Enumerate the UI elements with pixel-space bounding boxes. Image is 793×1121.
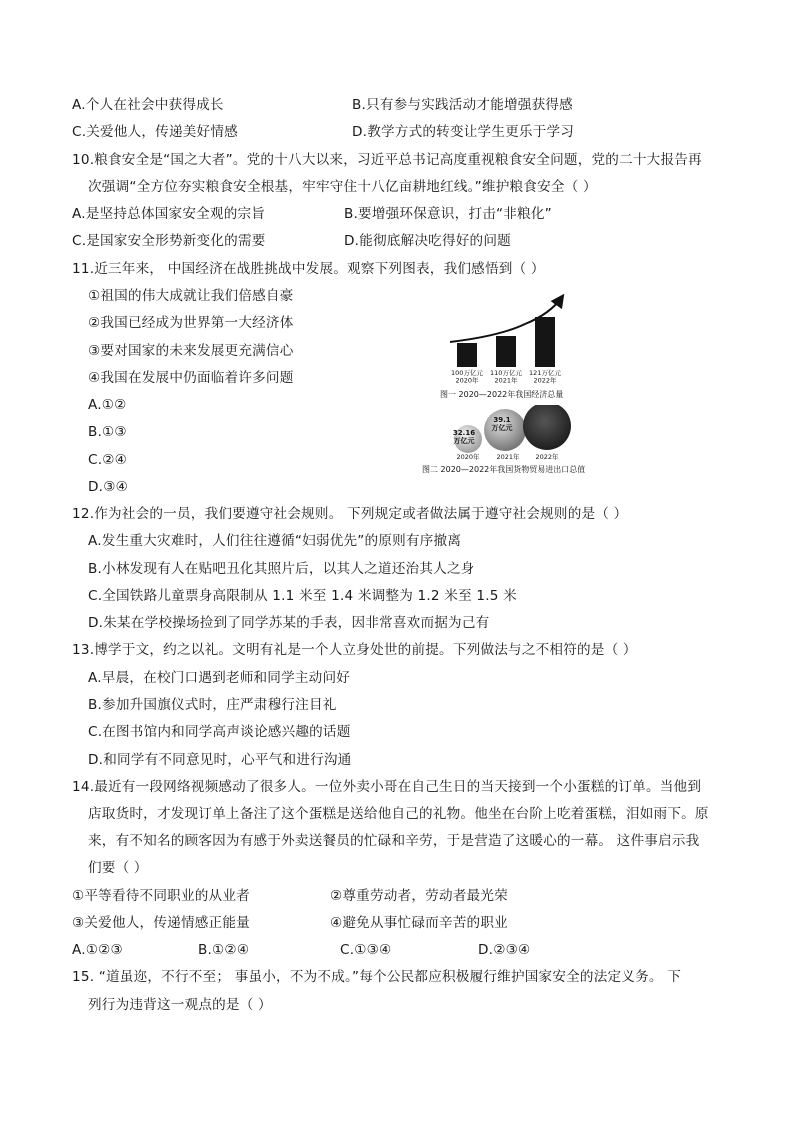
q13-option-c: C.在图书馆内和同学高声谈论感兴趣的话题 [88,724,351,740]
q14-stem-line1: 14.最近有一段网络视频感动了很多人。一位外卖小哥在自己生日的当天接到一个小蛋糕的订单。当他到 [72,779,702,795]
q10-option-b: B.要增强环保意识，打击“非粮化” [344,206,552,222]
q15-stem-line1: 15. “道虽迩，不行不至； 事虽小，不为不成。”每个公民都应积极履行维护国家安全的法定义务。 下 [72,969,682,985]
figure1-bar-chart [440,292,620,404]
prev-option-b: B.只有参与实践活动才能增强获得感 [352,97,573,113]
q12-option-d: D.朱某在学校操场捡到了同学苏某的手表，因非常喜欢而据为己有 [88,615,490,631]
q12-option-a: A.发生重大灾难时，人们往往遵循“妇弱优先”的原则有序撤离 [88,533,462,549]
q13-option-a: A.早晨，在校门口遇到老师和同学主动问好 [88,670,351,686]
q14-option-a: A.①②③ [72,942,123,958]
year-label-2022: 2022年 [535,453,559,461]
q13-option-b: B.参加升国旗仪式时，庄严肃穆行注目礼 [88,697,337,713]
sphere-2022 [523,405,571,450]
q11-statement-4: ④我国在发展中仍面临着许多问题 [88,370,294,386]
q11-statement-2: ②我国已经成为世界第一大经济体 [88,315,294,331]
bar-2020 [457,343,477,367]
q13-stem: 13.博学于文，约之以礼。文明有礼是一个人立身处世的前提。下列做法与之不相符的是（ ） [72,642,637,658]
year-label-2020: 2020年 [456,453,480,461]
q11-option-a: A.①② [88,397,127,413]
q10-option-a: A.是坚持总体国家安全观的宗旨 [72,206,266,222]
q13-option-d: D.和同学有不同意见时，心平气和进行沟通 [88,752,352,768]
q14-stem-line2: 店取货时，才发现订单上备注了这个蛋糕是送给他自己的礼物。他坐在台阶上吃着蛋糕，泪如雨下。原 [88,806,709,822]
q11-statement-3: ③要对国家的未来发展更充满信心 [88,343,294,359]
q10-stem-line2: 次强调“全方位夯实粮食安全根基，牢牢守住十八亿亩耕地红线。”维护粮食安全（ ） [88,179,597,195]
q10-stem-line1: 10.粮食安全是“国之大者”。党的十八大以来，习近平总书记高度重视粮食安全问题，党的二十大报告再 [72,152,702,168]
bar-2021 [496,336,516,367]
q14-option-d: D.②③④ [478,942,531,958]
q11-option-c: C.②④ [88,452,127,468]
q11-option-b: B.①③ [88,424,127,440]
figure1-caption: 图一 2020—2022年我国经济总量 [440,390,564,399]
q14-stem-line4: 们要（ ） [88,860,148,876]
bar-label-2020-value: 100万亿元 2020年 [451,369,483,385]
q12-option-b: B.小林发现有人在贴吧丑化其照片后，以其人之道还治其人之身 [88,561,475,577]
bar-2022 [535,317,555,367]
q14-statement-3: ③关爱他人，传递情感正能量 [72,915,250,931]
prev-option-a: A.个人在社会中获得成长 [72,97,224,113]
q14-option-c: C.①③④ [340,942,392,958]
q15-stem-line2: 列行为违背这一观点的是（ ） [88,997,272,1013]
figure2-trade-chart [420,405,625,477]
q10-option-d: D.能彻底解决吃得好的问题 [344,233,511,249]
sphere-label-2021: 39.1 万亿元 [491,416,513,433]
year-label-2021: 2021年 [496,453,520,461]
q14-option-b: B.①②④ [198,942,250,958]
prev-option-c: C.关爱他人，传递美好情感 [72,124,238,140]
q11-statement-1: ①祖国的伟大成就让我们倍感自豪 [88,288,294,304]
sphere-label-2020: 32.16 万亿元 [452,429,476,446]
q12-stem: 12.作为社会的一员，我们要遵守社会规则。 下列规定或者做法属于遵守社会规则的是（ ） [72,506,628,522]
q14-statement-2: ②尊重劳动者，劳动者最光荣 [330,888,508,904]
bar-label-2022-value: 121万亿元 2022年 [529,369,561,385]
figure2-caption: 图二 2020—2022年我国货物贸易进出口总值 [422,465,586,474]
bar-label-2021-value: 110万亿元 2021年 [490,369,522,385]
q14-statement-4: ④避免从事忙碌而辛苦的职业 [330,915,508,931]
q14-statement-1: ①平等看待不同职业的从业者 [72,888,250,904]
prev-option-d: D.教学方式的转变让学生更乐于学习 [352,124,575,140]
q11-option-d: D.③④ [88,479,128,495]
q14-stem-line3: 来，有不知名的顾客因为有感于外卖送餐员的忙碌和辛劳，于是营造了这暖心的一幕。 这件事启示我 [88,833,700,849]
q11-stem: 11.近三年来， 中国经济在战胜挑战中发展。观察下列图表，我们感悟到（ ） [72,261,545,277]
q12-option-c: C.全国铁路儿童票身高限制从 1.1 米至 1.4 米调整为 1.2 米至 1.5 米 [88,588,517,604]
q10-option-c: C.是国家安全形势新变化的需要 [72,233,266,249]
